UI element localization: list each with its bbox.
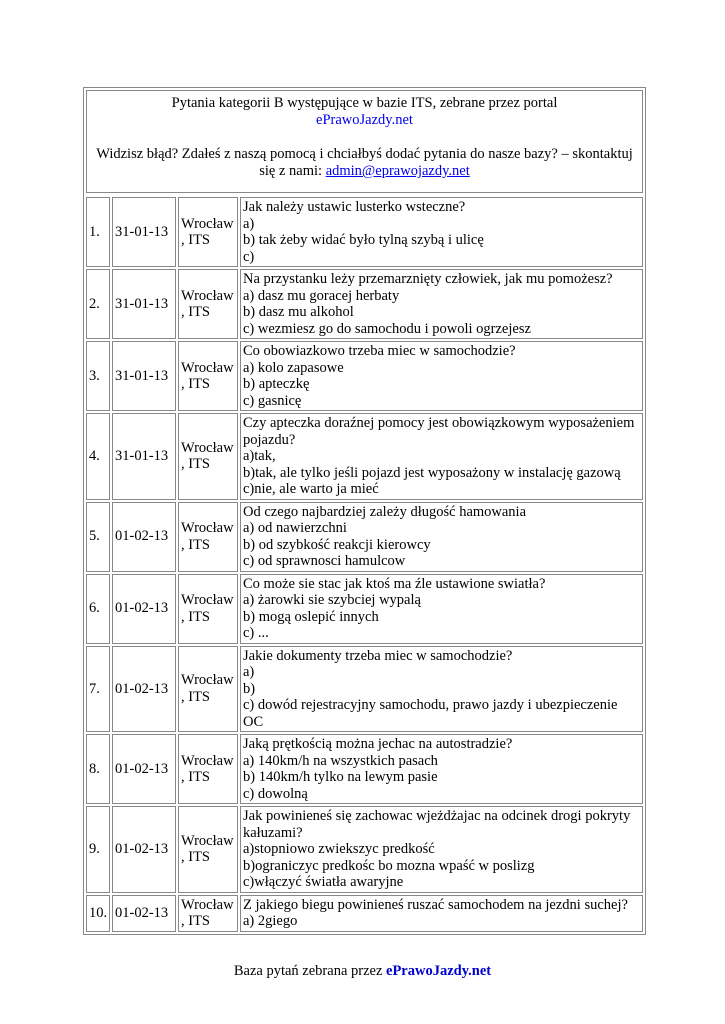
answer-option: a)stopniowo zwiekszyc predkość <box>243 841 435 857</box>
answer-option: b) 140km/h tylko na lewym pasie <box>243 769 438 785</box>
answer-option: b) od szybkość reakcji kierowcy <box>243 536 431 553</box>
question-number: 2. <box>86 269 110 339</box>
question-text <box>240 574 643 644</box>
question-date: 31-01-13 <box>112 413 176 500</box>
answer-option: b) mogą oslepić innych <box>243 608 379 625</box>
answer-option: a) <box>243 664 255 680</box>
question-date: 01-02-13 <box>112 574 176 644</box>
question-number: 6. <box>86 574 110 644</box>
table-row <box>86 806 643 893</box>
question-date: 31-01-13 <box>112 341 176 411</box>
question-number: 10. <box>86 895 110 932</box>
footer-text: Baza pytań zebrana przez <box>233 963 383 979</box>
question-number: 9. <box>86 806 110 893</box>
question-location: Wrocław , ITS <box>178 413 238 500</box>
question-date: 01-02-13 <box>112 734 176 804</box>
question-number: 7. <box>86 646 110 733</box>
contact-email-link[interactable]: admin@eprawojazdy.net <box>325 163 470 179</box>
answer-option: a) dasz mu goracej herbaty <box>243 287 400 304</box>
question-number: 3. <box>86 341 110 411</box>
question-text <box>240 734 643 804</box>
question-text <box>240 646 643 733</box>
contact-text: Widzisz błąd? Zdałeś z naszą pomocą i chciałbyś dodać pytania do nasze bazy? – skontaktuj się z nami: <box>96 146 633 179</box>
question-prompt: Od czego najbardziej zależy długość hamowania <box>243 503 527 520</box>
table-row <box>86 269 643 339</box>
question-text <box>240 413 643 500</box>
questions-document <box>83 87 646 935</box>
answer-option: c) dowolną <box>243 785 308 802</box>
question-text <box>240 895 643 932</box>
table-row <box>86 646 643 733</box>
question-location: Wrocław , ITS <box>178 197 238 267</box>
question-location: Wrocław , ITS <box>178 895 238 932</box>
question-prompt: Jaką prętkością można jechac na autostradzie? <box>243 736 513 752</box>
question-prompt: Co może sie stac jak ktoś ma źle ustawione swiatła? <box>243 575 546 592</box>
answer-option: a) od nawierzchni <box>243 520 347 536</box>
question-location: Wrocław , ITS <box>178 341 238 411</box>
question-prompt: Co obowiazkowo trzeba miec w samochodzie? <box>243 343 516 359</box>
table-row <box>86 413 643 500</box>
answer-option: b) apteczkę <box>243 376 310 392</box>
question-date: 01-02-13 <box>112 646 176 733</box>
answer-option: b) <box>243 680 256 697</box>
question-text <box>240 806 643 893</box>
question-text <box>240 502 643 572</box>
answer-option: b) tak żeby widać było tylną szybą i ulicę <box>243 232 484 248</box>
question-number: 1. <box>86 197 110 267</box>
answer-option: b) dasz mu alkohol <box>243 304 354 320</box>
answer-option: a) 140km/h na wszystkich pasach <box>243 752 438 769</box>
table-row <box>86 574 643 644</box>
question-number: 4. <box>86 413 110 500</box>
question-prompt: Jak należy ustawic lusterko wsteczne? <box>243 199 466 215</box>
document-header <box>86 90 643 193</box>
question-prompt: Na przystanku leży przemarznięty człowiek, jak mu pomożesz? <box>243 271 613 287</box>
answer-option: c)włączyć światła awaryjne <box>243 874 404 890</box>
table-row <box>86 502 643 572</box>
question-location: Wrocław , ITS <box>178 734 238 804</box>
header-title: Pytania kategorii B występujące w bazie ITS, zebrane przez portal <box>171 95 558 111</box>
question-date: 01-02-13 <box>112 502 176 572</box>
answer-option: c) wezmiesz go do samochodu i powoli ogrzejesz <box>243 320 531 337</box>
question-date: 01-02-13 <box>112 895 176 932</box>
table-row <box>86 341 643 411</box>
question-prompt: Czy apteczka doraźnej pomocy jest obowiązkowym wyposażeniem pojazdu? <box>243 415 635 448</box>
answer-option: a) żarowki sie szybciej wypalą <box>243 592 421 608</box>
table-row <box>86 734 643 804</box>
question-prompt: Z jakiego biegu powinieneś ruszać samochodem na jezdni suchej? <box>243 896 628 913</box>
answer-option: b)tak, ale tylko jeśli pojazd jest wyposażony w instalację gazową <box>243 464 621 481</box>
question-location: Wrocław , ITS <box>178 269 238 339</box>
answer-option: c) <box>243 248 255 265</box>
question-location: Wrocław , ITS <box>178 502 238 572</box>
table-row <box>86 895 643 932</box>
question-number: 8. <box>86 734 110 804</box>
question-location: Wrocław , ITS <box>178 646 238 733</box>
question-location: Wrocław , ITS <box>178 806 238 893</box>
answer-option: c) dowód rejestracyjny samochodu, prawo jazdy i ubezpieczenie OC <box>243 697 618 730</box>
answer-option: a)tak, <box>243 448 276 464</box>
footer-brand-link[interactable]: ePrawoJazdy.net <box>386 963 492 979</box>
question-date: 01-02-13 <box>112 806 176 893</box>
answer-option: c) ... <box>243 625 269 641</box>
questions-table <box>84 195 645 934</box>
question-text <box>240 197 643 267</box>
answer-option: c) od sprawnosci hamulcow <box>243 553 406 569</box>
question-prompt: Jak powinieneś się zachowac wjeżdżajac na odcinek drogi pokryty kałuzami? <box>243 808 631 841</box>
question-text <box>240 341 643 411</box>
question-location: Wrocław , ITS <box>178 574 238 644</box>
table-row <box>86 197 643 267</box>
question-date: 31-01-13 <box>112 269 176 339</box>
question-prompt: Jakie dokumenty trzeba miec w samochodzie? <box>243 647 513 664</box>
portal-link[interactable]: ePrawoJazdy.net <box>316 112 413 128</box>
answer-option: a) kolo zapasowe <box>243 359 344 376</box>
question-number: 5. <box>86 502 110 572</box>
answer-option: b)ograniczyc predkośc bo mozna wpaść w poslizg <box>243 857 535 874</box>
answer-option: a) 2giego <box>243 913 298 929</box>
answer-option: c) gasnicę <box>243 392 302 409</box>
question-text <box>240 269 643 339</box>
page-footer <box>0 963 725 980</box>
answer-option: a) <box>243 215 255 232</box>
question-date: 31-01-13 <box>112 197 176 267</box>
answer-option: c)nie, ale warto ja mieć <box>243 481 379 497</box>
